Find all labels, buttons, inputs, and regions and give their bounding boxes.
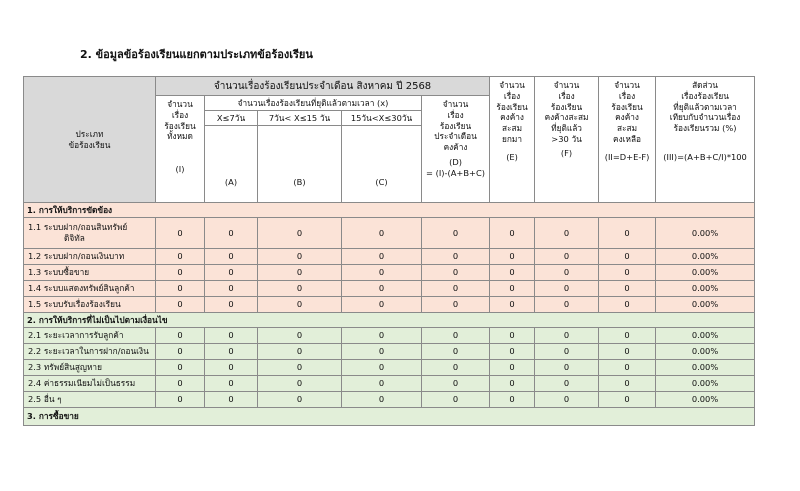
cell: 0.00%	[656, 392, 755, 408]
row-label: 1.3 ระบบซื้อขาย	[24, 265, 156, 281]
col-ii-header: จำนวน เรื่อง ร้องเรียน คงค้าง สะสม คงเหลือ (II=D+E-F)	[599, 77, 656, 203]
table-row	[24, 376, 755, 392]
row-label: 2.5 อื่น ๆ	[24, 392, 156, 408]
cell: 0	[205, 281, 258, 297]
cell: 0	[205, 218, 258, 249]
cell: 0	[599, 265, 656, 281]
complaint-table	[23, 76, 755, 426]
row-label: 2.4 ค่าธรรมเนียมไม่เป็นธรรม	[24, 376, 156, 392]
cell: 0	[342, 360, 422, 376]
table-row	[24, 344, 755, 360]
cell: 0	[205, 265, 258, 281]
cell: 0	[156, 281, 205, 297]
cell: 0	[342, 297, 422, 313]
table-row	[24, 328, 755, 344]
section-row	[24, 313, 755, 328]
cell: 0	[599, 360, 656, 376]
cell: 0	[490, 281, 535, 297]
col-iii-header: สัดส่วน เรื่องร้องเรียน ที่ยุติแล้วตามเวลา เทียบกับจำนวนเรื่อง ร้องเรียนรวม (%) (III)=(A+B+C/I)*100	[656, 77, 755, 203]
cell: 0	[342, 265, 422, 281]
cell: 0	[535, 297, 599, 313]
cell: 0.00%	[656, 249, 755, 265]
cell: 0	[490, 297, 535, 313]
col-c-header: 15วัน<X≤30วัน	[342, 111, 422, 126]
cell: 0	[490, 392, 535, 408]
cell: 0	[422, 218, 490, 249]
cell: 0.00%	[656, 218, 755, 249]
cell: 0	[156, 265, 205, 281]
cell: 0	[490, 218, 535, 249]
cell: 0	[422, 376, 490, 392]
cell: 0	[535, 376, 599, 392]
cell: 0.00%	[656, 360, 755, 376]
table-row	[24, 265, 755, 281]
cell: 0.00%	[656, 281, 755, 297]
section-heading: 2. ข้อมูลข้อร้องเรียนแยกตามประเภทข้อร้องเรียน	[80, 48, 313, 61]
cell: 0	[258, 344, 342, 360]
col-d-header: จำนวน เรื่อง ร้องเรียน ประจำเดือน คงค้าง (D) = (I)-(A+B+C)	[422, 96, 490, 203]
col-b-code: (B)	[258, 126, 342, 203]
cell: 0.00%	[656, 344, 755, 360]
cell: 0	[205, 249, 258, 265]
row-label: 2.1 ระยะเวลาการรับลูกค้า	[24, 328, 156, 344]
cell: 0.00%	[656, 297, 755, 313]
cell: 0	[422, 297, 490, 313]
cell: 0	[535, 392, 599, 408]
cell: 0	[422, 360, 490, 376]
cell: 0	[599, 297, 656, 313]
cell: 0	[535, 265, 599, 281]
cell: 0	[342, 344, 422, 360]
cell: 0	[490, 249, 535, 265]
cell: 0	[258, 265, 342, 281]
table-row	[24, 249, 755, 265]
cell: 0	[599, 281, 656, 297]
cell: 0	[342, 281, 422, 297]
cell: 0	[342, 392, 422, 408]
resolved-group-header: จำนวนเรื่องร้องเรียนที่ยุติแล้วตามเวลา (x)	[205, 96, 422, 111]
cell: 0	[156, 376, 205, 392]
col-e-header: จำนวน เรื่อง ร้องเรียน คงค้าง สะสม ยกมา (E)	[490, 77, 535, 203]
cell: 0	[156, 297, 205, 313]
row-label: 2.2 ระยะเวลาในการฝาก/ถอนเงิน	[24, 344, 156, 360]
cell: 0	[156, 328, 205, 344]
cell: 0	[599, 344, 656, 360]
cell: 0.00%	[656, 265, 755, 281]
cell: 0	[156, 344, 205, 360]
cell: 0	[490, 344, 535, 360]
row-label: 1.4 ระบบแสดงทรัพย์สินลูกค้า	[24, 281, 156, 297]
category-header: ประเภท ข้อร้องเรียน	[24, 77, 156, 203]
table-row	[24, 360, 755, 376]
section-row	[24, 408, 755, 426]
col-a-header: X≤7วัน	[205, 111, 258, 126]
month-group-header: จำนวนเรื่องร้องเรียนประจำเดือน สิงหาคม ปี 2568	[156, 77, 490, 96]
cell: 0	[535, 344, 599, 360]
cell: 0	[342, 249, 422, 265]
row-label: 1.2 ระบบฝาก/ถอนเงินบาท	[24, 249, 156, 265]
cell: 0	[422, 265, 490, 281]
cell: 0	[205, 376, 258, 392]
col-f-header: จำนวน เรื่อง ร้องเรียน คงค้างสะสม ที่ยุติแล้ว >30 วัน (F)	[535, 77, 599, 203]
cell: 0	[205, 344, 258, 360]
section-title: 1. การให้บริการขัดข้อง	[24, 203, 755, 218]
table-row	[24, 281, 755, 297]
cell: 0.00%	[656, 376, 755, 392]
cell: 0	[258, 376, 342, 392]
cell: 0	[422, 344, 490, 360]
col-c-code: (C)	[342, 126, 422, 203]
row-label: 2.3 ทรัพย์สินสูญหาย	[24, 360, 156, 376]
cell: 0	[422, 249, 490, 265]
cell: 0	[599, 392, 656, 408]
cell: 0	[205, 392, 258, 408]
col-b-header: 7วัน< X≤15 วัน	[258, 111, 342, 126]
section-row	[24, 203, 755, 218]
cell: 0	[258, 328, 342, 344]
cell: 0	[258, 360, 342, 376]
cell: 0	[258, 218, 342, 249]
cell: 0	[342, 328, 422, 344]
section-title: 2. การให้บริการที่ไม่เป็นไปตามเงื่อนไข	[24, 313, 755, 328]
cell: 0	[422, 328, 490, 344]
row-label: 1.1 ระบบฝาก/ถอนสินทรัพย์ ดิจิทัล	[24, 218, 156, 249]
row-label: 1.5 ระบบรับเรื่องร้องเรียน	[24, 297, 156, 313]
cell: 0	[156, 360, 205, 376]
cell: 0	[258, 297, 342, 313]
cell: 0	[535, 281, 599, 297]
cell: 0	[490, 265, 535, 281]
cell: 0	[422, 281, 490, 297]
cell: 0	[535, 328, 599, 344]
cell: 0	[205, 328, 258, 344]
cell: 0	[490, 376, 535, 392]
cell: 0	[156, 249, 205, 265]
col-a-code: (A)	[205, 126, 258, 203]
cell: 0	[535, 218, 599, 249]
cell: 0	[599, 328, 656, 344]
table-row	[24, 218, 755, 249]
cell: 0	[599, 218, 656, 249]
table-row	[24, 297, 755, 313]
section-title: 3. การซื้อขาย	[24, 408, 755, 426]
cell: 0	[205, 297, 258, 313]
cell: 0	[535, 360, 599, 376]
cell: 0	[422, 392, 490, 408]
total-header: จำนวน เรื่อง ร้องเรียน ทั้งหมด (I)	[156, 96, 205, 203]
cell: 0	[258, 249, 342, 265]
cell: 0	[156, 218, 205, 249]
cell: 0	[205, 360, 258, 376]
cell: 0	[156, 392, 205, 408]
cell: 0	[535, 249, 599, 265]
cell: 0	[490, 328, 535, 344]
cell: 0	[342, 376, 422, 392]
cell: 0	[599, 376, 656, 392]
cell: 0	[258, 281, 342, 297]
cell: 0	[258, 392, 342, 408]
cell: 0.00%	[656, 328, 755, 344]
cell: 0	[342, 218, 422, 249]
table-row	[24, 392, 755, 408]
cell: 0	[490, 360, 535, 376]
cell: 0	[599, 249, 656, 265]
